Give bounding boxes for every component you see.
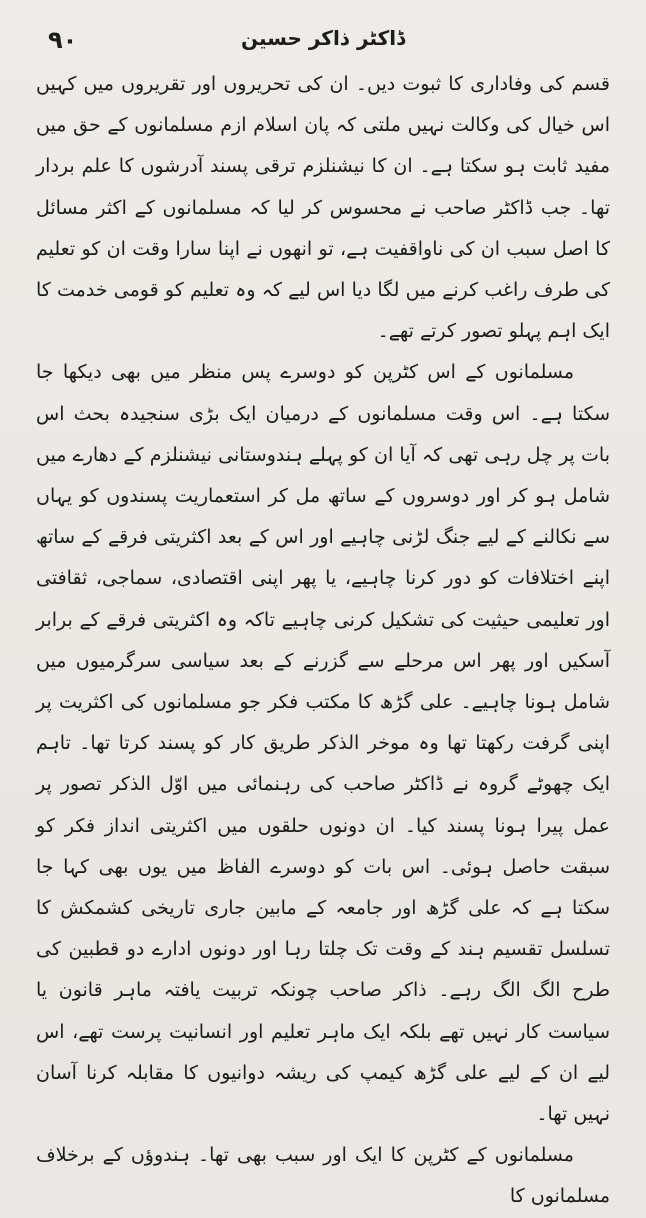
page-number: ۹۰ (48, 26, 78, 54)
paragraph: مسلمانوں کے کٹرپن کا ایک اور سبب بھی تھا۔ ہندوؤں کے برخلاف مسلمانوں کا (36, 1144, 610, 1208)
running-title: ڈاکٹر ذاکر حسین (240, 26, 406, 50)
page-body (36, 64, 610, 1208)
paragraph: مسلمانوں کے اس کٹرپن کو دوسرے پس منظر میں بھی دیکھا جا سکتا ہے۔ اس وقت مسلمانوں کے درمیان ایک بڑی سنجیدہ بحث اس بات پر چل رہی تھی کہ آیا ان کو پہلے ہندوستانی نیشنلزم کے دھارے میں شامل ہو کر اور دوسروں کے ساتھ مل کر استعماریت پسندوں کو یہاں سے نکالنے کے لیے جنگ لڑنی چاہیے اور اس کے بعد اکثریتی فرقے کے ساتھ اپنے اختلافات کو دور کرنا چاہیے، یا پھر اپنی اقتصادی، سماجی، ثقافتی اور تعلیمی حیثیت کی تشکیل کرنی چاہیے تاکہ وہ اکثریتی فرقے کے برابر آسکیں اور پھر اس مرحلے سے گزرنے کے بعد سیاسی سرگرمیوں میں شامل ہونا چاہیے۔ علی گڑھ کا مکتب فکر جو مسلمانوں کی اکثریت پر اپنی گرفت رکھتا تھا وہ موخر الذکر طریق کار کو پسند کرتا تھا۔ تاہم ایک چھوٹے گروہ نے ڈاکٹر صاحب کی رہنمائی میں اوّل الذکر تصور پر عمل پیرا ہونا پسند کیا۔ ان دونوں حلقوں میں اکثریتی انداز فکر کو سبقت حاصل ہوئی۔ اس بات کو دوسرے الفاظ میں یوں بھی کہا جا سکتا ہے کہ علی گڑھ اور جامعہ کے مابین جاری تاریخی کشمکش کا تسلسل تقسیم ہند کے وقت تک چلتا رہا اور دونوں ادارے دو قطبین کی طرح الگ الگ رہے۔ ذاکر صاحب چونکہ تربیت یافتہ ماہر قانون یا سیاست کار نہیں تھے بلکہ ایک ماہر تعلیم اور انسانیت پرست تھے، اس لیے ان کے لیے علی گڑھ کیمپ کی ریشہ دوانیوں کا مقابلہ کرنا آسان نہیں تھا۔ (36, 361, 610, 1126)
page-header (48, 16, 598, 60)
paragraph: قسم کی وفاداری کا ثبوت دیں۔ ان کی تحریروں اور تقریروں میں کہیں اس خیال کی وکالت نہیں ملتی کہ پان اسلام ازم مسلمانوں کے حق میں مفید ثابت ہو سکتا ہے۔ ان کا نیشنلزم ترقی پسند آدرشوں کا علم بردار تھا۔ جب ڈاکٹر صاحب نے محسوس کر لیا کہ مسلمانوں کے اکثر مسائل کا اصل سبب ان کی ناواقفیت ہے، تو انھوں نے اپنا سارا وقت ان کو تعلیم کی طرف راغب کرنے میں لگا دیا اس لیے کہ وہ تعلیم کو قومی خدمت کا ایک اہم پہلو تصور کرتے تھے۔ (36, 73, 610, 343)
